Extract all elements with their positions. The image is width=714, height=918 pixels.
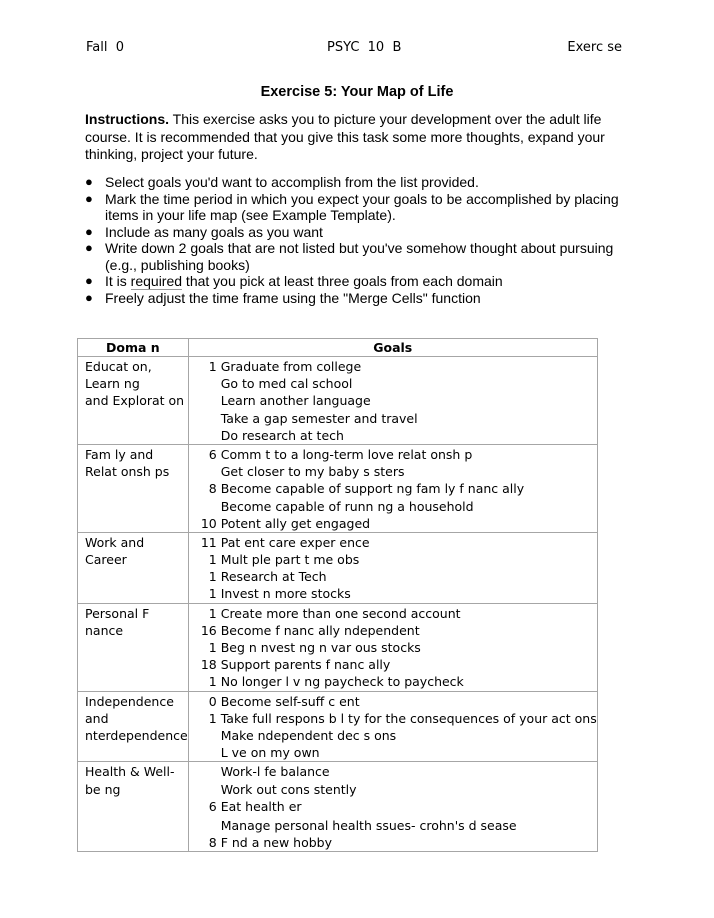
goal-text: Potent ally get engaged <box>220 515 371 531</box>
goal-text: Eat health er <box>220 798 302 814</box>
goal-number: 1 <box>208 710 217 726</box>
goal-text: Become capable of runn ng a household <box>220 498 474 514</box>
domain-label: Fam ly and Relat onsh ps <box>85 446 170 480</box>
goal-text: Go to med cal school <box>220 376 353 392</box>
bullet-icon: ● <box>85 190 93 206</box>
goals-cell <box>188 762 597 852</box>
bullet-text: Include as many goals as you want <box>105 223 323 240</box>
goal-number <box>193 815 221 834</box>
goal-number: 8 <box>208 481 217 497</box>
goal-item <box>193 375 597 392</box>
bullet-text: Mark the time period in which you expect your goals to be accomplished by placing items in your life map (see Example Template). <box>105 190 619 223</box>
goals-cell <box>188 691 597 762</box>
domain-label: Health & Well-be ng <box>85 764 175 797</box>
table-row <box>78 603 598 691</box>
goal-number <box>193 410 221 427</box>
goal-item <box>193 834 597 851</box>
goal-item <box>193 605 597 622</box>
goal-text: Mult ple part t me obs <box>220 552 360 568</box>
domain-cell <box>78 444 189 532</box>
goal-text: Manage personal health ssues- crohn's d sease <box>220 817 517 833</box>
goal-text: Work-l fe balance <box>220 764 330 780</box>
goal-number: 6 <box>208 798 217 814</box>
bullet-item <box>85 191 630 224</box>
instructions-text: This exercise asks you to picture your development over the adult life course. It is recommended that you give this task some more thoughts, expand your thinking, project your future. <box>85 111 605 162</box>
goal-number <box>193 427 221 444</box>
goal-text: Take a gap semester and travel <box>220 410 418 426</box>
goal-item <box>193 763 597 780</box>
goal-item <box>193 622 597 639</box>
bullet-item <box>85 240 630 273</box>
goal-text: Take full respons b l ty for the consequences of your act ons <box>220 710 597 726</box>
goal-number: 0 <box>208 693 217 709</box>
goal-text: Research at Tech <box>220 569 327 585</box>
table-row <box>78 357 598 445</box>
goal-text: F nd a new hobby <box>220 834 332 850</box>
goal-item <box>193 639 597 656</box>
goal-number: 16 <box>200 622 217 638</box>
domain-label: Personal F nance <box>85 605 150 638</box>
goal-item <box>193 693 597 710</box>
bullet-text: that you pick at least three goals from each domain <box>182 273 503 289</box>
bullet-icon: ● <box>85 240 93 255</box>
page-title: Exercise 5: Your Map of Life <box>260 84 454 100</box>
goal-number <box>193 744 221 761</box>
table-row <box>78 691 598 762</box>
table-row <box>78 532 598 603</box>
goal-item <box>193 446 597 463</box>
goal-text: No longer l v ng paycheck to paycheck <box>220 674 464 690</box>
goal-item <box>193 427 597 444</box>
goal-text: Invest n more stocks <box>220 586 351 602</box>
goal-text: Work out cons stently <box>220 781 357 797</box>
goals-column-header: Goals <box>188 339 597 357</box>
goals-cell <box>188 532 597 603</box>
goal-number: 1 <box>208 552 217 568</box>
goal-text: Do research at tech <box>220 427 344 443</box>
goal-item <box>193 744 597 761</box>
goal-number: 1 <box>208 569 217 585</box>
domain-label: Independence and nterdependence <box>85 693 188 743</box>
goal-item <box>193 463 597 480</box>
header-course: PSYC 10 B <box>327 40 402 55</box>
goal-number: 8 <box>208 834 217 850</box>
goal-number: 1 <box>208 674 217 690</box>
goal-number <box>193 463 221 480</box>
goal-text: Make ndependent dec s ons <box>220 727 397 743</box>
goal-number: 1 <box>208 586 217 602</box>
instructions-label: Instructions. <box>85 111 170 127</box>
goal-text: Learn another language <box>220 393 371 409</box>
goal-item <box>193 815 597 834</box>
goal-number <box>193 763 221 780</box>
goal-number: 18 <box>200 657 217 673</box>
table-header-row <box>78 339 598 357</box>
goal-text: L ve on my own <box>220 745 320 761</box>
goal-number: 1 <box>208 359 217 374</box>
goal-text: Pat ent care exper ence <box>220 534 370 550</box>
domain-column-header: Doma n <box>78 339 189 357</box>
goal-text: Comm t to a long-term love relat onsh p <box>220 446 473 462</box>
goal-item <box>193 515 597 532</box>
goal-item <box>193 781 597 798</box>
goal-item <box>193 798 597 815</box>
goal-number <box>193 392 221 409</box>
table-body <box>78 357 598 852</box>
bullet-icon: ● <box>85 289 93 305</box>
domain-cell <box>78 532 189 603</box>
goal-number: 10 <box>200 515 217 531</box>
instructions-paragraph <box>85 111 625 164</box>
goal-item <box>193 480 597 497</box>
header-right: Exerc se <box>567 40 622 55</box>
bullet-list <box>85 174 630 306</box>
bullet-item <box>85 224 630 241</box>
goal-text: Graduate from college <box>220 359 362 374</box>
goal-number: 11 <box>200 534 217 550</box>
goals-cell <box>188 444 597 532</box>
domain-cell <box>78 691 189 762</box>
table-row <box>78 444 598 532</box>
goal-item <box>193 585 597 602</box>
goal-number <box>193 781 221 798</box>
goal-number <box>193 727 221 744</box>
goal-item <box>193 498 597 515</box>
goal-text: Become f nanc ally ndependent <box>220 622 420 638</box>
required-word: required <box>130 273 183 289</box>
goal-text: Get closer to my baby s sters <box>220 464 405 480</box>
domain-label: Work and Career <box>85 534 145 568</box>
goal-number <box>193 375 221 392</box>
domain-cell <box>78 762 189 852</box>
goal-text: Create more than one second account <box>220 605 461 621</box>
goal-item <box>193 551 597 568</box>
domain-label: Educat on, Learn ng and Explorat on <box>85 359 185 409</box>
bullet-icon: ● <box>85 273 93 288</box>
goal-item <box>193 727 597 744</box>
bullet-text: Freely adjust the time frame using the "Merge Cells" function <box>105 289 481 306</box>
goal-text: Beg n nvest ng n var ous stocks <box>220 640 421 655</box>
bullet-text: It is <box>105 273 131 289</box>
goal-number: 1 <box>208 640 217 655</box>
page-header <box>86 40 622 58</box>
goal-text: Become self-suff c ent <box>220 693 360 709</box>
bullet-text: Write down 2 goals that are not listed but you've somehow thought about pursuing (e.g., publishing books) <box>105 240 614 273</box>
goal-number <box>193 498 221 515</box>
goal-item <box>193 673 597 690</box>
table-row <box>78 762 598 852</box>
goals-cell <box>188 357 597 445</box>
goal-text: Support parents f nanc ally <box>220 657 391 673</box>
goal-number: 1 <box>208 605 217 621</box>
goals-cell <box>188 603 597 691</box>
header-left: Fall 0 <box>86 40 125 55</box>
goal-item <box>193 656 597 673</box>
goal-item <box>193 358 597 375</box>
bullet-item <box>85 290 630 307</box>
bullet-icon: ● <box>85 223 93 239</box>
bullet-text: Select goals you'd want to accomplish from the list provided. <box>105 174 479 190</box>
goal-item <box>193 568 597 585</box>
goal-item <box>193 392 597 409</box>
goal-text: Become capable of support ng fam ly f nanc ally <box>220 481 525 497</box>
goal-item <box>193 410 597 427</box>
bullet-icon: ● <box>85 174 93 189</box>
domain-cell <box>78 357 189 445</box>
goal-number: 6 <box>208 446 217 462</box>
goal-item <box>193 710 597 727</box>
life-map-table <box>77 338 598 852</box>
goal-item <box>193 534 597 551</box>
bullet-item <box>85 273 630 290</box>
bullet-item <box>85 174 630 191</box>
domain-cell <box>78 603 189 691</box>
